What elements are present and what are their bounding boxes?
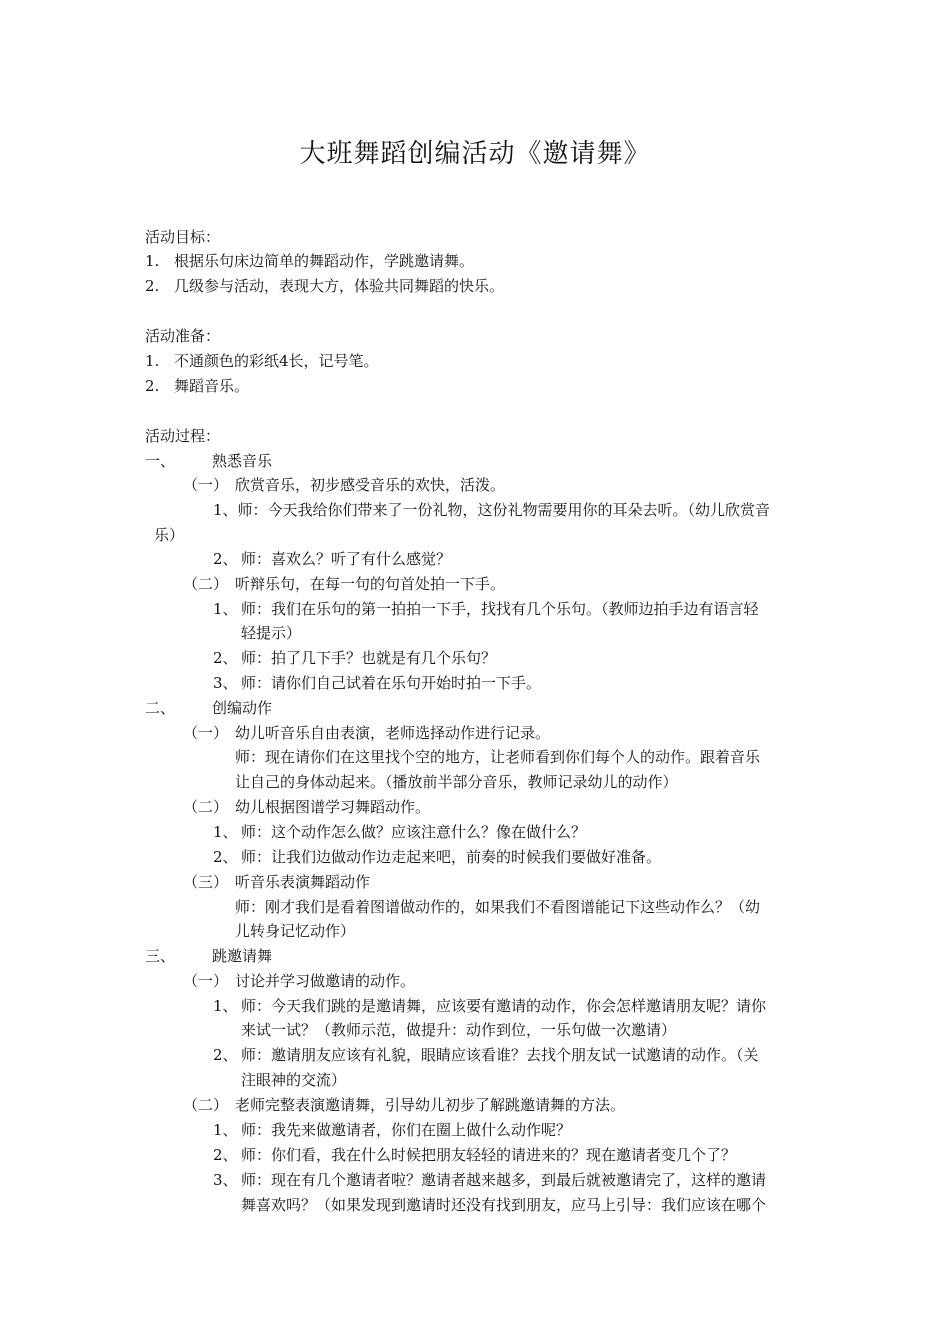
step-number: 1、 [213,823,238,841]
step-text: 师：喜欢么？听了有什么感觉？ [241,550,452,568]
page-title: 大班舞蹈创编活动《邀请舞》 [299,139,651,169]
section-number: 三、 [145,947,176,965]
prep-text: 舞蹈音乐。 [174,377,250,395]
prep-number: 2. [145,377,160,395]
subsection-text: 欣赏音乐，初步感受音乐的欢快，活泼。 [235,476,506,494]
step-number: 3、 [213,674,238,692]
step-number: 1、 [213,600,238,618]
goal-number: 2. [145,277,160,295]
subsection-number: （一） [183,476,229,494]
step-text: 师：我们在乐句的第一拍拍一下手，找找有几个乐句。（教师边拍手边有语言轻 [241,600,759,618]
subsection-text: 幼儿根据图谱学习舞蹈动作。 [235,798,431,816]
step-text: 师：你们看，我在什么时候把朋友轻轻的请进来的？现在邀请者变几个了？ [241,1146,737,1164]
step-number: 2、 [213,1046,238,1064]
prep-number: 1. [145,352,160,370]
step-text: 1、师：今天我给你们带来了一份礼物，这份礼物需要用你的耳朵去听。（幼儿欣赏音 [213,501,771,519]
section-title: 创编动作 [212,699,273,717]
step-number: 2、 [213,848,238,866]
step-number: 2、 [213,1146,238,1164]
step-text-continued: 乐） [154,526,185,544]
goal-number: 1. [145,252,160,270]
step-text: 师：这个动作怎么做？应该注意什么？像在做什么？ [241,823,587,841]
section-number: 二、 [145,699,176,717]
step-text: 师：拍了几下手？也就是有几个乐句？ [241,649,497,667]
paragraph-text: 让自己的身体动起来。（播放前半部分音乐，教师记录幼儿的动作） [235,773,678,791]
step-text: 师：请你们自己试着在乐句开始时拍一下手。 [241,674,542,692]
prep-heading: 活动准备： [145,327,221,345]
goal-text: 几级参与活动，表现大方，体验共同舞蹈的快乐。 [174,277,505,295]
paragraph-text: 师：刚才我们是看着图谱做动作的，如果我们不看图谱能记下这些动作么？（幼 [235,898,761,916]
process-heading: 活动过程： [145,427,221,445]
step-text-continued: 舞喜欢吗？（如果发现到邀请时还没有找到朋友，应马上引导：我们应该在哪个 [241,1196,767,1214]
goal-text: 根据乐句床边简单的舞蹈动作，学跳邀请舞。 [174,252,475,270]
step-text: 师：邀请朋友应该有礼貌，眼睛应该看谁？去找个朋友试一试邀请的动作。（关 [241,1046,759,1064]
subsection-text: 老师完整表演邀请舞，引导幼儿初步了解跳邀请舞的方法。 [235,1096,626,1114]
step-text-continued: 轻提示） [241,624,302,642]
step-number: 3、 [213,1171,238,1189]
step-number: 2、 [213,550,238,568]
step-text: 师：今天我们跳的是邀请舞，应该要有邀请的动作，你会怎样邀请朋友呢？请你 [241,997,767,1015]
subsection-number: （一） [183,724,229,742]
subsection-number: （二） [183,1096,229,1114]
subsection-number: （三） [183,873,229,891]
step-number: 1、 [213,997,238,1015]
paragraph-text: 师：现在请你们在这里找个空的地方，让老师看到你们每个人的动作。跟着音乐 [235,748,761,766]
step-number: 2、 [213,649,238,667]
step-text-continued: 来试一试？（教师示范，做提升：动作到位，一乐句做一次邀请） [241,1021,677,1039]
step-text: 师：让我们边做动作边走起来吧，前奏的时候我们要做好准备。 [241,848,662,866]
prep-text: 不通颜色的彩纸4长，记号笔。 [174,352,379,370]
subsection-text: 幼儿听音乐自由表演，老师选择动作进行记录。 [235,724,551,742]
section-title: 跳邀请舞 [212,947,273,965]
step-text: 师：我先来做邀请者，你们在圈上做什么动作呢？ [241,1121,572,1139]
section-number: 一、 [145,452,176,470]
step-text-continued: 注眼神的交流） [241,1071,347,1089]
paragraph-text: 儿转身记忆动作） [235,922,356,940]
subsection-text: 听辩乐句，在每一句的句首处拍一下手。 [235,575,506,593]
subsection-text: 听音乐表演舞蹈动作 [235,873,371,891]
step-text: 师：现在有几个邀请者啦？邀请者越来越多，到最后就被邀请完了，这样的邀请 [241,1171,767,1189]
subsection-text: 讨论并学习做邀请的动作。 [235,972,416,990]
subsection-number: （二） [183,575,229,593]
section-title: 熟悉音乐 [212,452,273,470]
goals-heading: 活动目标： [145,228,221,246]
subsection-number: （二） [183,798,229,816]
subsection-number: （一） [183,972,229,990]
step-number: 1、 [213,1121,238,1139]
